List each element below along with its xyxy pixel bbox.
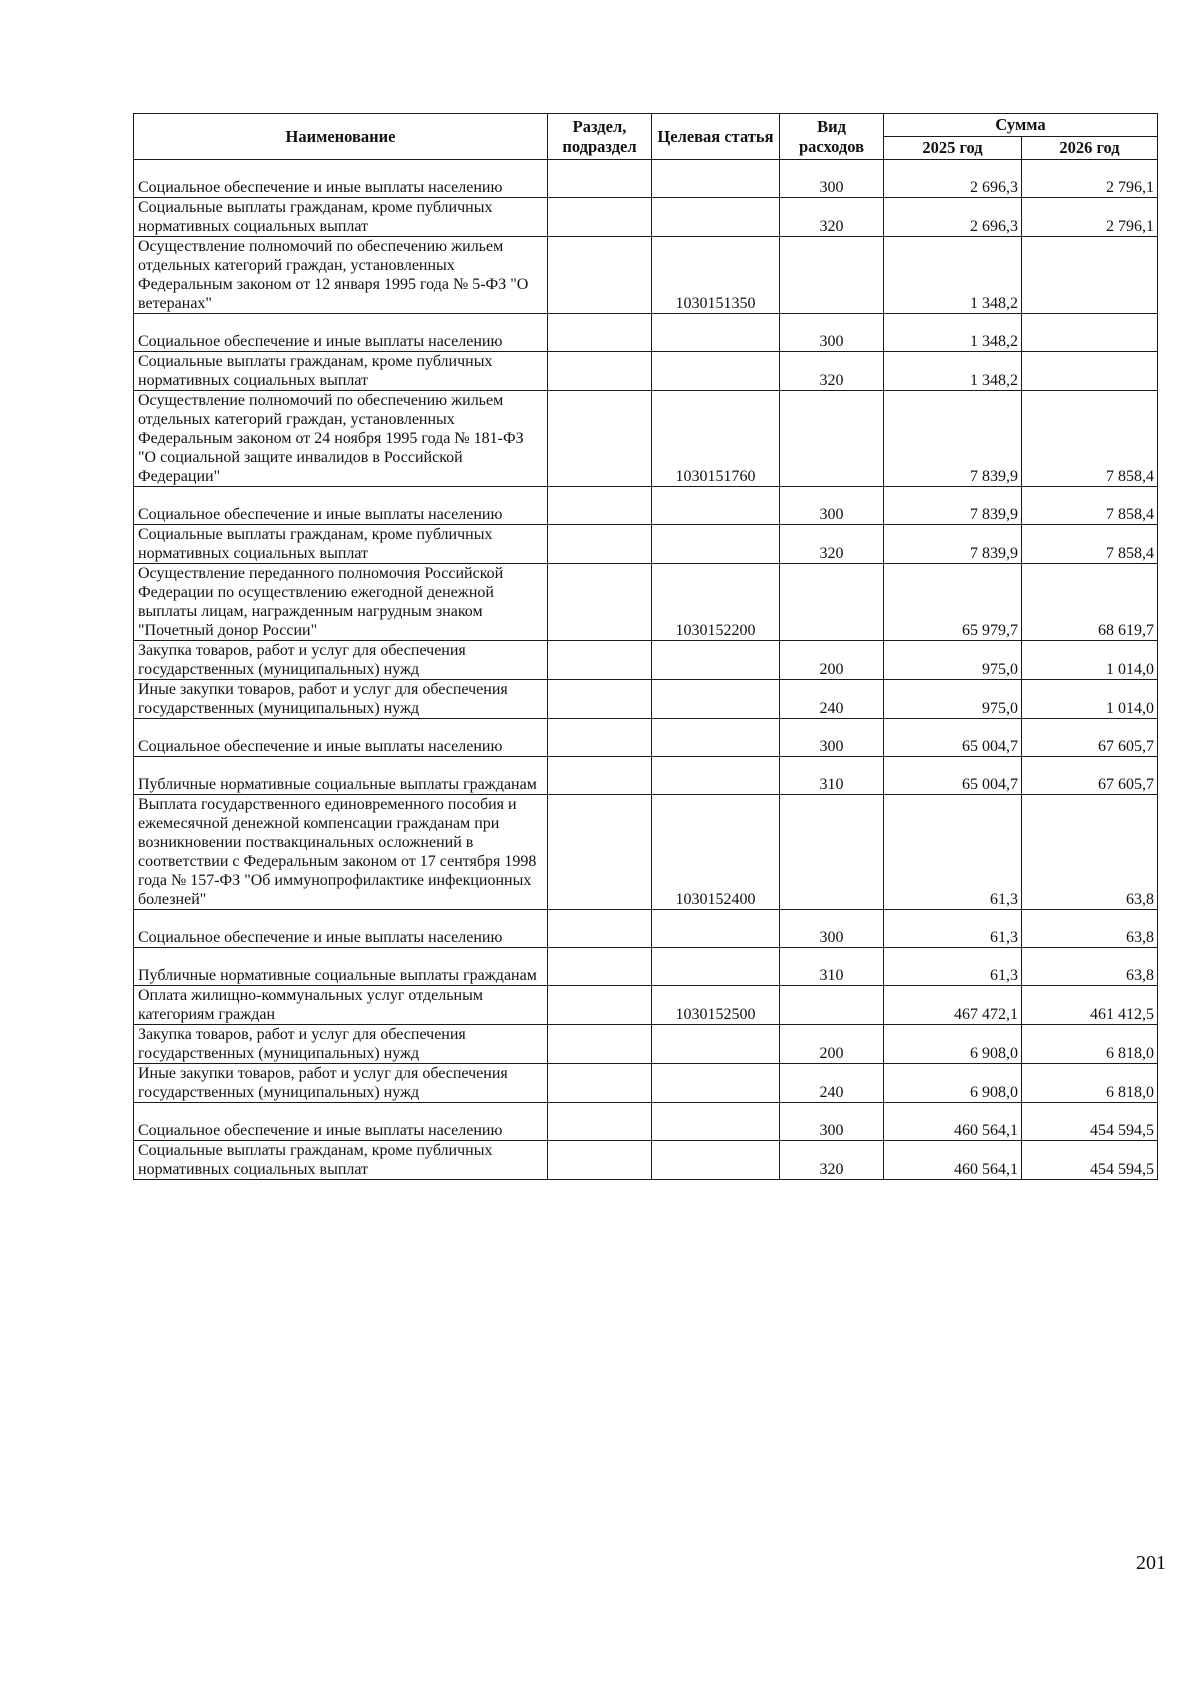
table-row (134, 795, 1158, 910)
cell-2026: 6 818,0 (1022, 1064, 1158, 1103)
cell-target (652, 160, 780, 198)
cell-section (548, 352, 652, 391)
cell-target (652, 1141, 780, 1180)
cell-name: Иные закупки товаров, работ и услуг для обеспечения государственных (муниципальных) нужд (134, 680, 548, 719)
cell-name: Социальное обеспечение и иные выплаты населению (134, 719, 548, 757)
cell-section (548, 719, 652, 757)
page-number: 201 (1136, 1552, 1166, 1574)
table-row (134, 525, 1158, 564)
cell-target (652, 641, 780, 680)
cell-section (548, 487, 652, 525)
cell-target (652, 352, 780, 391)
cell-name: Оплата жилищно-коммунальных услуг отдельным категориям граждан (134, 986, 548, 1025)
cell-2025: 7 839,9 (884, 487, 1022, 525)
cell-2025: 65 979,7 (884, 564, 1022, 641)
cell-2026: 454 594,5 (1022, 1103, 1158, 1141)
cell-section (548, 641, 652, 680)
table-row (134, 352, 1158, 391)
table-row (134, 757, 1158, 795)
table-row (134, 719, 1158, 757)
cell-name: Закупка товаров, работ и услуг для обеспечения государственных (муниципальных) нужд (134, 1025, 548, 1064)
cell-2025: 1 348,2 (884, 314, 1022, 352)
cell-name: Публичные нормативные социальные выплаты гражданам (134, 948, 548, 986)
cell-target: 1030151350 (652, 237, 780, 314)
cell-2026: 67 605,7 (1022, 757, 1158, 795)
cell-target (652, 948, 780, 986)
cell-2026: 2 796,1 (1022, 160, 1158, 198)
table-row (134, 1141, 1158, 1180)
cell-type: 300 (780, 160, 884, 198)
header-row (134, 114, 1158, 137)
cell-type: 300 (780, 487, 884, 525)
cell-2026: 63,8 (1022, 948, 1158, 986)
cell-target (652, 1025, 780, 1064)
cell-target (652, 487, 780, 525)
cell-target: 1030152200 (652, 564, 780, 641)
table-row (134, 986, 1158, 1025)
cell-2026: 7 858,4 (1022, 525, 1158, 564)
cell-target: 1030151760 (652, 391, 780, 487)
cell-target (652, 1103, 780, 1141)
cell-section (548, 525, 652, 564)
header-target: Целевая статья (652, 114, 780, 160)
cell-target: 1030152400 (652, 795, 780, 910)
table-row (134, 641, 1158, 680)
cell-type: 240 (780, 680, 884, 719)
cell-target (652, 198, 780, 237)
cell-target (652, 910, 780, 948)
cell-section (548, 680, 652, 719)
cell-name: Публичные нормативные социальные выплаты гражданам (134, 757, 548, 795)
cell-type: 200 (780, 1025, 884, 1064)
cell-2026: 454 594,5 (1022, 1141, 1158, 1180)
cell-2025: 1 348,2 (884, 352, 1022, 391)
cell-type (780, 564, 884, 641)
table-body (134, 160, 1158, 1180)
table-row (134, 1064, 1158, 1103)
cell-type: 300 (780, 910, 884, 948)
cell-2025: 975,0 (884, 641, 1022, 680)
cell-2025: 6 908,0 (884, 1064, 1022, 1103)
table-row (134, 487, 1158, 525)
cell-section (548, 910, 652, 948)
cell-target (652, 1064, 780, 1103)
cell-section (548, 1064, 652, 1103)
cell-name: Осуществление полномочий по обеспечению жильем отдельных категорий граждан, установленных Федеральным законом от 24 ноября 1995 года № 181-ФЗ "О социальной защите инвалидов в Российской Федерации" (134, 391, 548, 487)
cell-2025: 975,0 (884, 680, 1022, 719)
cell-type (780, 986, 884, 1025)
cell-section (548, 757, 652, 795)
cell-type: 200 (780, 641, 884, 680)
cell-section (548, 391, 652, 487)
cell-name: Осуществление переданного полномочия Российской Федерации по осуществлению ежегодной денежной выплаты лицам, награжденным нагрудным знаком "Почетный донор России" (134, 564, 548, 641)
cell-section (548, 237, 652, 314)
cell-name: Иные закупки товаров, работ и услуг для обеспечения государственных (муниципальных) нужд (134, 1064, 548, 1103)
cell-name: Социальные выплаты гражданам, кроме публичных нормативных социальных выплат (134, 352, 548, 391)
cell-name: Осуществление полномочий по обеспечению жильем отдельных категорий граждан, установленных Федеральным законом от 12 января 1995 года № 5-ФЗ "О ветеранах" (134, 237, 548, 314)
cell-2025: 61,3 (884, 795, 1022, 910)
header-type: Вид расходов (780, 114, 884, 160)
cell-type: 310 (780, 948, 884, 986)
table-row (134, 680, 1158, 719)
cell-2026: 461 412,5 (1022, 986, 1158, 1025)
cell-section (548, 948, 652, 986)
cell-section (548, 986, 652, 1025)
cell-2025: 6 908,0 (884, 1025, 1022, 1064)
cell-type (780, 795, 884, 910)
table-header (134, 114, 1158, 160)
cell-type: 310 (780, 757, 884, 795)
cell-2025: 61,3 (884, 910, 1022, 948)
cell-2026 (1022, 237, 1158, 314)
header-2025: 2025 год (884, 137, 1022, 160)
cell-section (548, 1103, 652, 1141)
cell-name: Социальное обеспечение и иные выплаты населению (134, 160, 548, 198)
table-row (134, 391, 1158, 487)
cell-name: Закупка товаров, работ и услуг для обеспечения государственных (муниципальных) нужд (134, 641, 548, 680)
table-row (134, 1025, 1158, 1064)
cell-type (780, 237, 884, 314)
cell-2025: 467 472,1 (884, 986, 1022, 1025)
cell-section (548, 1025, 652, 1064)
cell-type: 240 (780, 1064, 884, 1103)
cell-2025: 7 839,9 (884, 391, 1022, 487)
table-row (134, 198, 1158, 237)
cell-target (652, 757, 780, 795)
table-row (134, 314, 1158, 352)
table-row (134, 910, 1158, 948)
cell-2026: 67 605,7 (1022, 719, 1158, 757)
cell-name: Выплата государственного единовременного пособия и ежемесячной денежной компенсации гражданам при возникновении поствакцинальных осложнений в соответствии с Федеральным законом от 17 сентября 1998 года № 157-ФЗ "Об иммунопрофилактике инфекционных болезней" (134, 795, 548, 910)
cell-2026: 63,8 (1022, 910, 1158, 948)
table-row (134, 237, 1158, 314)
cell-section (548, 314, 652, 352)
cell-target (652, 314, 780, 352)
cell-target: 1030152500 (652, 986, 780, 1025)
cell-target (652, 719, 780, 757)
cell-name: Социальное обеспечение и иные выплаты населению (134, 1103, 548, 1141)
cell-2026: 2 796,1 (1022, 198, 1158, 237)
table-row (134, 564, 1158, 641)
cell-type: 320 (780, 1141, 884, 1180)
cell-name: Социальные выплаты гражданам, кроме публичных нормативных социальных выплат (134, 525, 548, 564)
cell-name: Социальные выплаты гражданам, кроме публичных нормативных социальных выплат (134, 198, 548, 237)
cell-type: 320 (780, 352, 884, 391)
cell-2025: 65 004,7 (884, 719, 1022, 757)
cell-2025: 460 564,1 (884, 1103, 1022, 1141)
header-2026: 2026 год (1022, 137, 1158, 160)
cell-name: Социальное обеспечение и иные выплаты населению (134, 910, 548, 948)
header-name: Наименование (134, 114, 548, 160)
cell-2025: 61,3 (884, 948, 1022, 986)
table-row (134, 1103, 1158, 1141)
cell-section (548, 795, 652, 910)
cell-2026 (1022, 314, 1158, 352)
cell-2026 (1022, 352, 1158, 391)
cell-type: 300 (780, 314, 884, 352)
cell-name: Социальное обеспечение и иные выплаты населению (134, 314, 548, 352)
cell-type (780, 391, 884, 487)
cell-type: 320 (780, 198, 884, 237)
cell-type: 300 (780, 719, 884, 757)
cell-name: Социальное обеспечение и иные выплаты населению (134, 487, 548, 525)
cell-section (548, 564, 652, 641)
cell-2026: 63,8 (1022, 795, 1158, 910)
cell-target (652, 525, 780, 564)
cell-section (548, 160, 652, 198)
cell-2025: 2 696,3 (884, 160, 1022, 198)
cell-2026: 7 858,4 (1022, 487, 1158, 525)
header-section: Раздел, подраздел (548, 114, 652, 160)
cell-2026: 68 619,7 (1022, 564, 1158, 641)
cell-2026: 1 014,0 (1022, 680, 1158, 719)
cell-section (548, 198, 652, 237)
cell-name: Социальные выплаты гражданам, кроме публичных нормативных социальных выплат (134, 1141, 548, 1180)
cell-section (548, 1141, 652, 1180)
cell-2025: 7 839,9 (884, 525, 1022, 564)
budget-table (133, 113, 1158, 1180)
cell-2026: 1 014,0 (1022, 641, 1158, 680)
cell-type: 300 (780, 1103, 884, 1141)
cell-2025: 2 696,3 (884, 198, 1022, 237)
cell-2026: 6 818,0 (1022, 1025, 1158, 1064)
header-sum: Сумма (884, 114, 1158, 137)
table-row (134, 948, 1158, 986)
cell-type: 320 (780, 525, 884, 564)
cell-2025: 460 564,1 (884, 1141, 1022, 1180)
cell-2025: 65 004,7 (884, 757, 1022, 795)
cell-2025: 1 348,2 (884, 237, 1022, 314)
table-row (134, 160, 1158, 198)
cell-2026: 7 858,4 (1022, 391, 1158, 487)
cell-target (652, 680, 780, 719)
